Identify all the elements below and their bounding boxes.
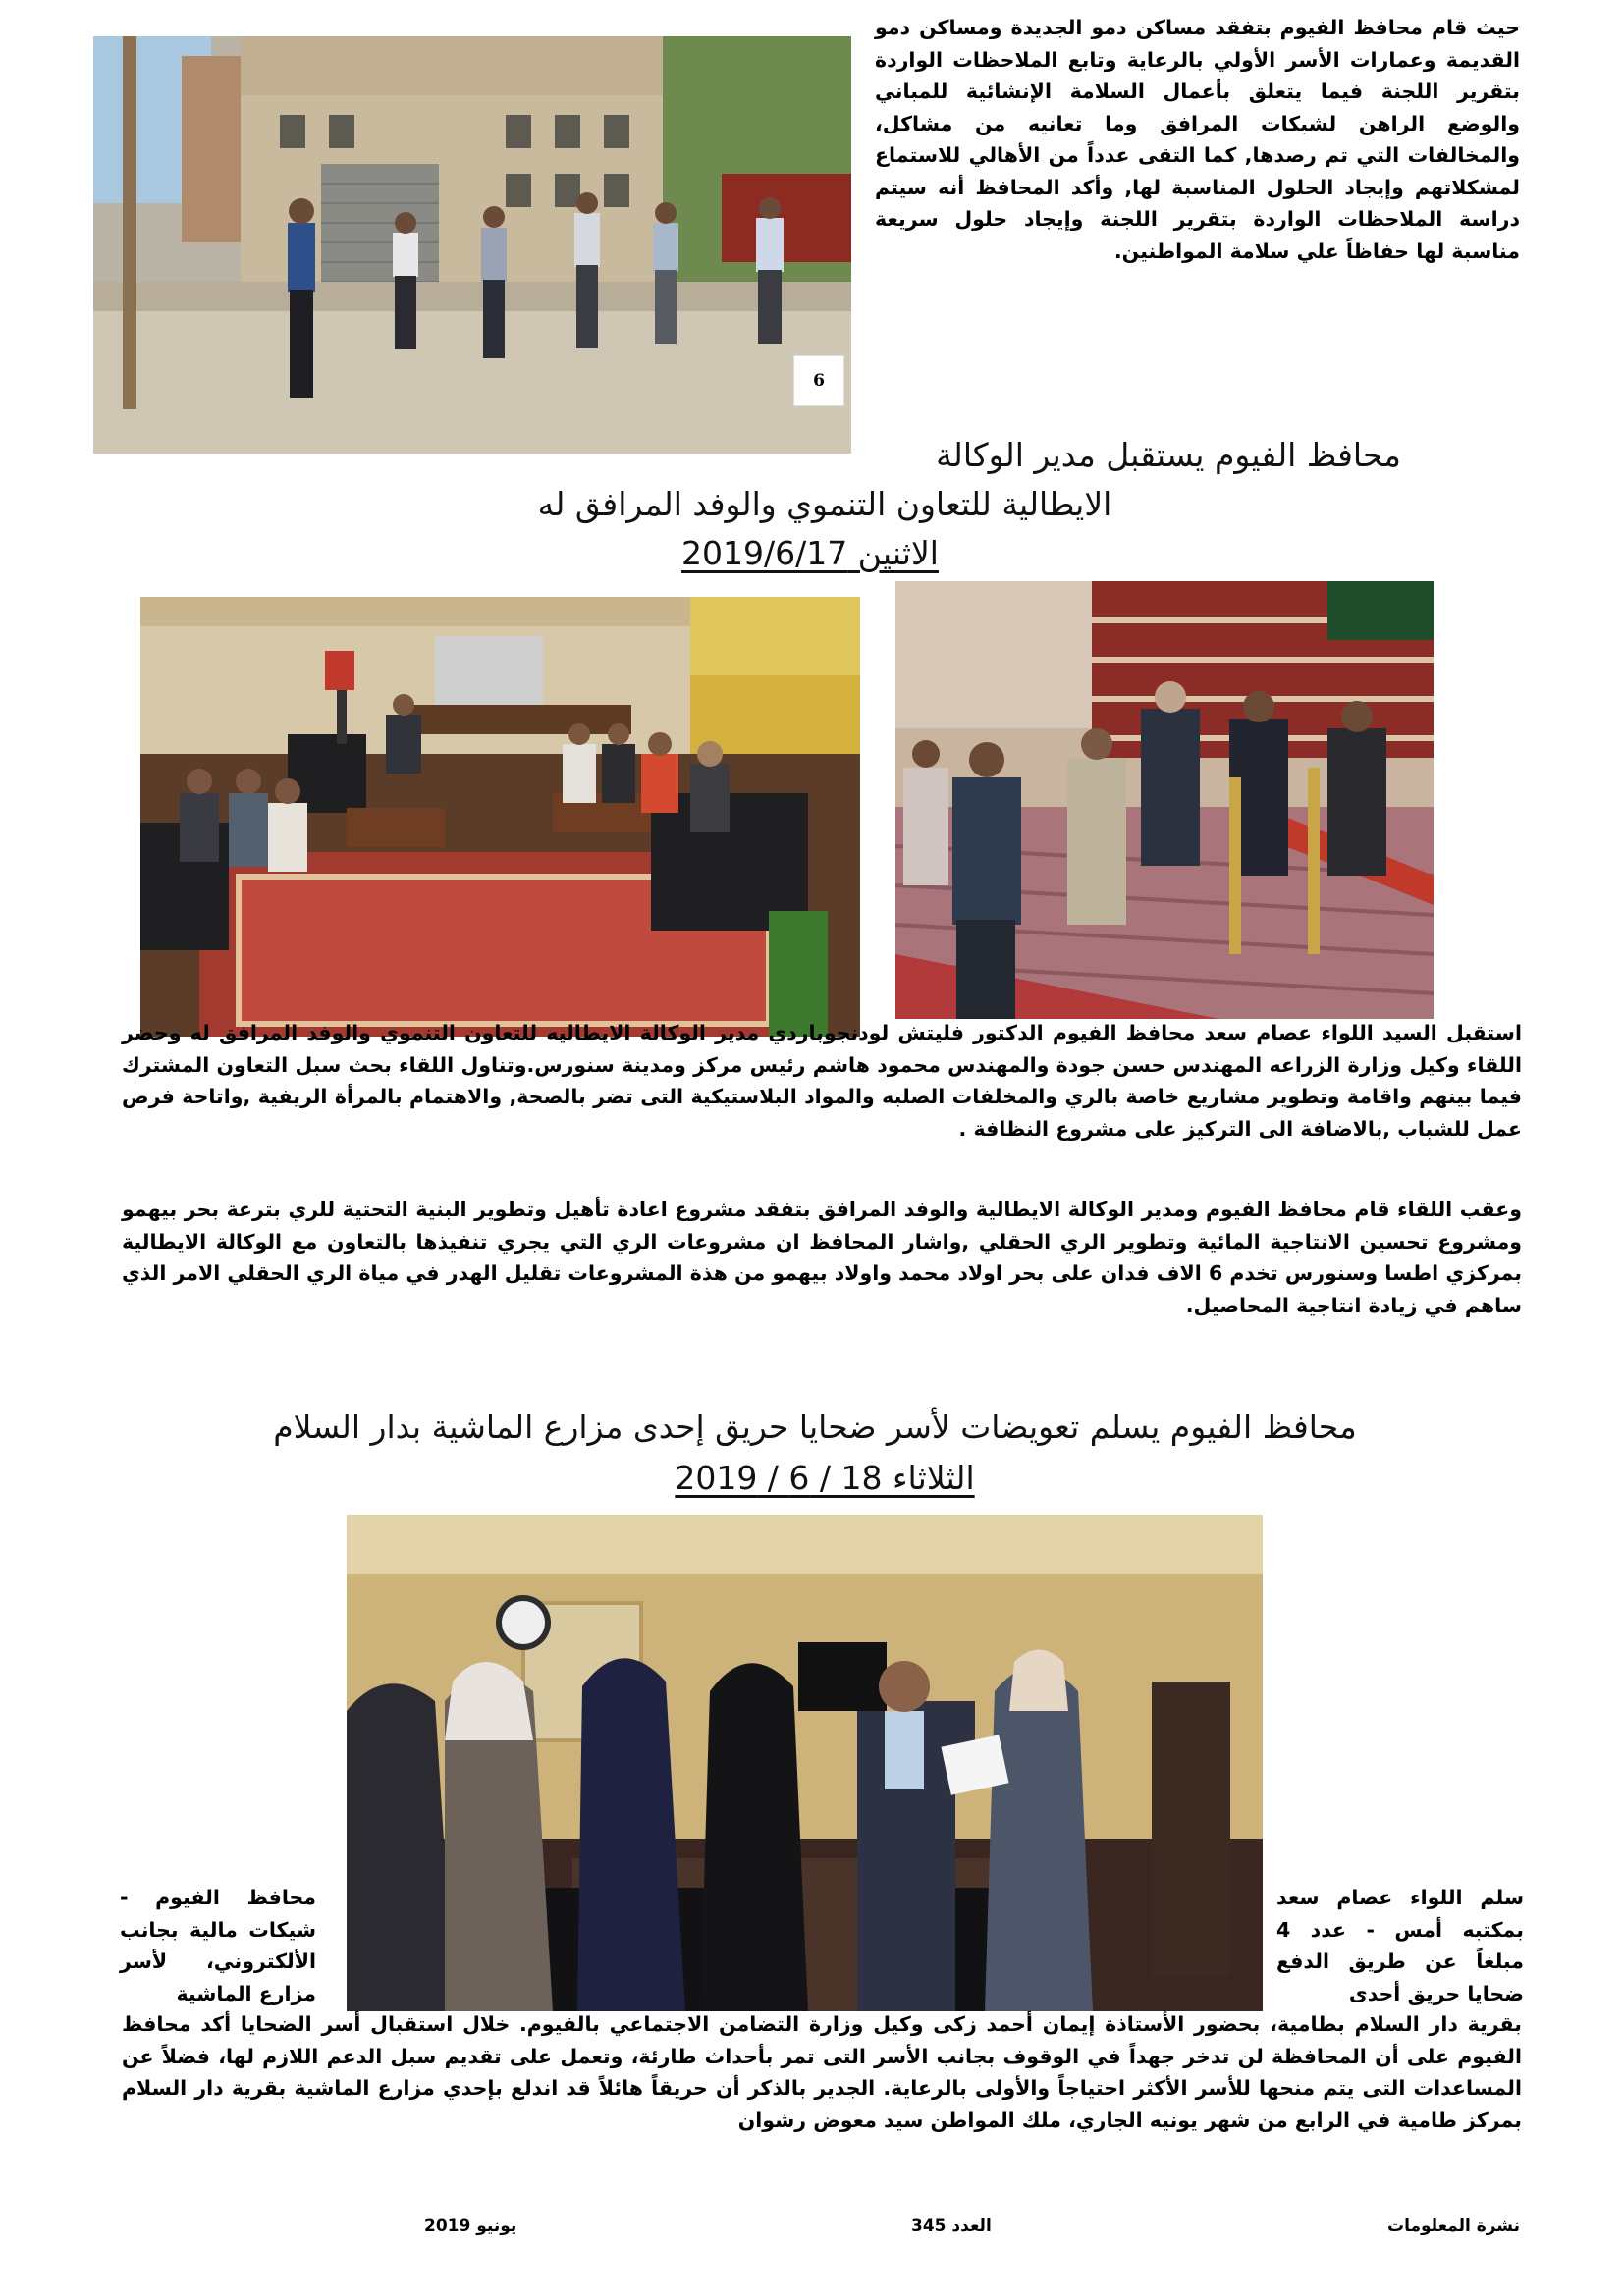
photo-welcome-handshake — [895, 581, 1434, 1019]
section3-paragraph: بقرية دار السلام بطامية، بحضور الأستاذة إيمان أحمد زكى وكيل وزارة التضامن الاجتماعي بالفيوم. خلال استقبال أسر الضحايا أكد محافظ الفيوم على أن المحافظة لن تدخر جهداً في الوقوف بجانب الأسر التى تمر بأحداث طارئة، وتعمل على تقديم سبل الدعم اللازم لها، فضلاً عن المساعدات التى يتم منحها للأسر الأكثر احتياجاً والأولى بالرعاية. الجدير بالذكر أن حريقاً هائلاً قد اندلع بإحدي مزارع الماشية بقرية دار السلام بمركز طامية في الرابع من شهر يونيه الجاري، ملك المواطن سيد معوض رشوان — [122, 2012, 1522, 2132]
section2-paragraph2: وعقب اللقاء قام محافظ الفيوم ومدير الوكالة الايطالية والوفد المرافق بتفقد مشروع اعادة تأهيل وتطوير البنية التحتية للري بترعة بحر بيهمو ومشروع تحسين الانتاجية المائية وتطوير الري الحقلي ,واشار المحافظ ان مشروعات الري التي يجري تنفيذها بالتعاون مع الوكالة الايطالية بمركزي اطسا وسنورس تخدم 6 الاف فدان على بحر اولاد محمد واولاد بيهمو من هذة المشروعات تقليل الهدر في مياة الري الحقلي الامر الذي ساهم في زيادة انتاجية المحاصيل. — [122, 1198, 1523, 1317]
section2-date: الاثنين 2019/6/17 — [681, 534, 939, 572]
section1-paragraph: حيث قام محافظ الفيوم بتفقد مساكن دمو الجديدة ومساكن دمو القديمة وعمارات الأسر الأولي بالرعاية وتابع الملاحظات الواردة بتقرير اللجنة فيما يتعلق بأعمال السلامة الإنشائية للمباني والوضع الراهن لشبكات المرافق وما تعانيه من مشاكل، والمخالفات التي تم رصدها, كما التقى عدداً من الأهالي للاستماع لمشكلاتهم وإيجاد الحلول المناسبة لها, وأكد المحافظ أنه سيتم دراسة الملاحظات الواردة بتقرير اللجنة وإيجاد حلول سريعة مناسبة لها حفاظاً علي سلامة المواطنين. — [875, 16, 1520, 263]
section3-date: الثلاثاء 18 / 6 / 2019 — [675, 1459, 975, 1497]
footer-month: يونيو 2019 — [424, 2216, 517, 2236]
footer-issue: العدد 345 — [911, 2216, 992, 2236]
section2-paragraph1: استقبل السيد اللواء عصام سعد محافظ الفيوم الدكتور فليتش لودنجوباردي مدير الوكالة الايطاليه للتعاون التنموي والوفد المرافق له وحضر اللقاء وكيل وزارة الزراعه المهندس حسن جودة والمهندس محمود هاشم رئيس مركز ومدينة سنورس.وتناول اللقاء بحث سبل التعاون المشترك فيما بينهم واقامة وتطوير مشاريع خاصة بالري والمخلفات الصلبه والمواد البلاستيكية التى تضر بالصحة, والاهتمام بالمرأة الريفية ,واتاحة فرص عمل للشباب ,بالاضافة الى التركيز على مشروع النظافة . — [122, 1021, 1522, 1141]
section3-left-column: محافظ الفيوم - شيكات مالية بجانب الألكتروني، لأسر مزارع الماشية — [120, 1886, 316, 2005]
photo-page-label: 6 — [793, 355, 844, 406]
section2-title-line2: الايطالية للتعاون التنموي والوفد المرافق له — [537, 485, 1112, 523]
footer-publication: نشرة المعلومات — [1386, 2216, 1520, 2236]
section3-title: محافظ الفيوم يسلم تعويضات لأسر ضحايا حريق إحدى مزارع الماشية بدار السلام — [273, 1408, 1357, 1446]
section3-right-column: سلم اللواء عصام سعد بمكتبه أمس - عدد 4 مبلغاً عن طريق الدفع ضحايا حريق أحدى — [1276, 1886, 1524, 2005]
photo-street-inspection — [93, 36, 851, 454]
photo-compensation-handover — [347, 1515, 1263, 2011]
photo-meeting-room — [140, 597, 860, 1037]
section2-title-line1: محافظ الفيوم يستقبل مدير الوكالة — [936, 436, 1401, 474]
